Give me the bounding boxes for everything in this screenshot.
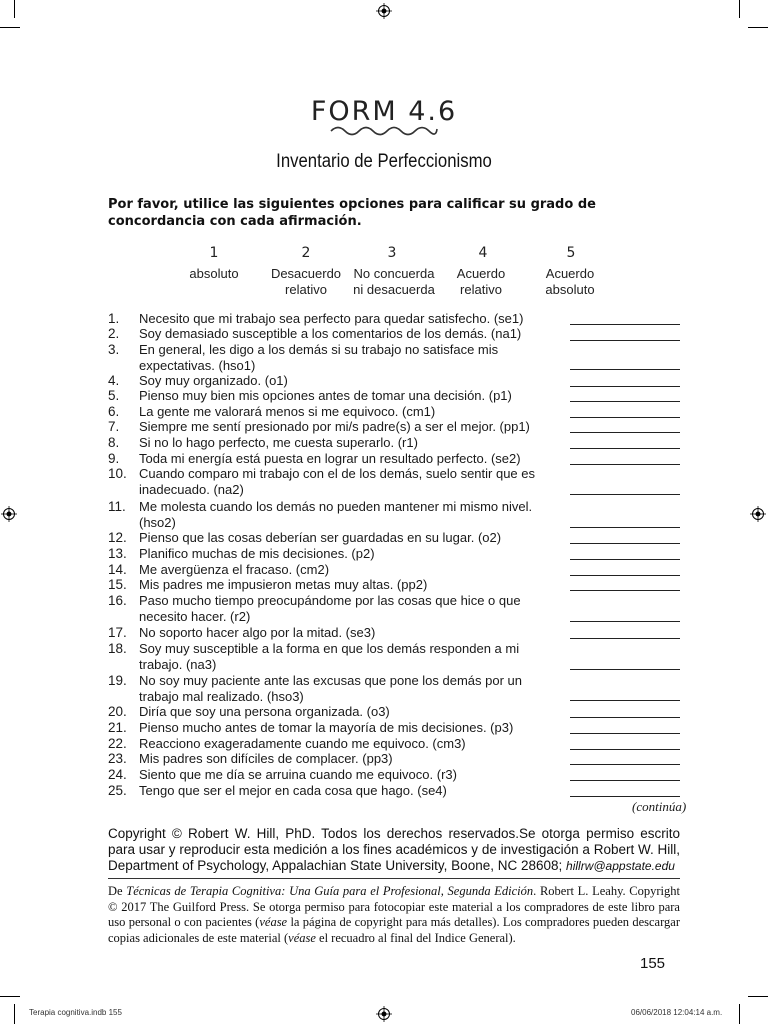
item-number: 14. [108, 562, 127, 577]
item-text: Siempre me sentí presionado por mi/s padre(s) a ser el mejor. (pp1) [139, 419, 530, 434]
item-text: Planifico muchas de mis decisiones. (p2) [139, 546, 375, 561]
item-text: Reacciono exageradamente cuando me equivoco. (cm3) [139, 736, 466, 751]
crop-mark [739, 0, 740, 18]
crop-mark [748, 996, 768, 997]
crop-mark [739, 1004, 740, 1024]
item-number: 13. [108, 546, 127, 561]
item-number: 3. [108, 342, 120, 357]
scale-number: 5 [566, 245, 576, 261]
item-text: Pienso mucho antes de tomar la mayoría de mis decisiones. (p3) [139, 720, 514, 735]
item-number: 15. [108, 577, 127, 592]
slug-file: Terapia cognitiva.indb 155 [29, 1008, 122, 1017]
item-number: 19. [108, 673, 127, 688]
item-text: En general, les digo a los demás si su trabajo no satisface mis expectativas. (hso1) [139, 342, 499, 373]
answer-line[interactable] [570, 369, 680, 370]
item-number: 25. [108, 783, 127, 798]
item-number: 23. [108, 751, 127, 766]
item-number: 10. [108, 466, 127, 481]
scale-label-line: Desacuerdo [270, 266, 342, 281]
source-prefix: De [108, 884, 127, 898]
item-text: No soporto hacer algo por la mitad. (se3) [139, 625, 376, 640]
item-number: 9. [108, 451, 120, 466]
copyright-notice [108, 826, 680, 874]
item-number: 6. [108, 404, 120, 419]
wave-divider-icon [329, 124, 439, 138]
answer-line[interactable] [570, 417, 680, 418]
answer-line[interactable] [570, 464, 680, 465]
item-text: Necesito que mi trabajo sea perfecto para quedar satisfecho. (se1) [139, 311, 524, 326]
item-text: Mis padres me impusieron metas muy altas. (pp2) [139, 577, 428, 592]
item-text: Soy muy susceptible a la forma en que los demás responden a mi trabajo. (na3) [139, 641, 520, 672]
item-text: Tengo que ser el mejor en cada cosa que hago. (se4) [139, 783, 447, 798]
item-number: 17. [108, 625, 127, 640]
item-number: 4. [108, 373, 120, 388]
item-number: 18. [108, 641, 127, 656]
scale-number: 2 [301, 245, 311, 261]
answer-line[interactable] [570, 543, 680, 544]
answer-line[interactable] [570, 324, 680, 325]
scale-label [347, 266, 441, 298]
item-number: 22. [108, 736, 127, 751]
answer-line[interactable] [570, 448, 680, 449]
item-number: 2. [108, 326, 120, 341]
item-text: Cuando comparo mi trabajo con el de los demás, suelo sentir que es inadecuado. (na2) [139, 466, 535, 497]
scale-number: 4 [478, 245, 488, 261]
registration-mark-icon [376, 3, 392, 19]
slug-date: 06/06/2018 12:04:14 a.m. [631, 1008, 723, 1017]
item-text: La gente me valorará menos si me equivoco. (cm1) [139, 404, 436, 419]
crop-mark [0, 27, 20, 28]
scale-label [266, 266, 346, 298]
source-see: véase [288, 930, 316, 945]
item-number: 1. [108, 311, 120, 326]
registration-mark-icon [376, 1006, 392, 1022]
instructions: Por favor, utilice las siguientes opciones para calificar su grado de concordancia con cada afirmación. [108, 197, 596, 229]
registration-mark-icon [750, 506, 766, 522]
item-number: 12. [108, 530, 127, 545]
answer-line[interactable] [570, 386, 680, 387]
page-number: 155 [640, 955, 666, 972]
item-text: Paso mucho tiempo preocupándome por las cosas que hice o que necesito hacer. (r2) [139, 593, 521, 624]
answer-line[interactable] [570, 717, 680, 718]
item-number: 20. [108, 704, 127, 719]
scale-label-line: relativo [285, 282, 327, 297]
answer-line[interactable] [570, 638, 680, 639]
answer-line[interactable] [570, 669, 680, 670]
item-text: Siento que me día se arruina cuando me equivoco. (r3) [139, 767, 457, 782]
answer-line[interactable] [570, 749, 680, 750]
answer-line[interactable] [570, 340, 680, 341]
scale-number: 1 [209, 245, 219, 261]
source-citation [108, 884, 680, 946]
item-number: 16. [108, 593, 127, 608]
scale-label-line: absoluto [545, 282, 595, 297]
scale-label [530, 266, 610, 298]
divider [108, 878, 680, 879]
contact-email[interactable]: hillrw@appstate.edu [566, 859, 675, 873]
answer-line[interactable] [570, 590, 680, 591]
answer-line[interactable] [570, 780, 680, 781]
continued-note: (continúa) [632, 799, 687, 814]
source-text: . Robert L. Leahy. Copyright © 2017 The Guilford Press. Se otorga permiso para fotocopiar este material a los compradores de este libro para uso personal o con pacientes ( [108, 884, 680, 929]
item-number: 5. [108, 388, 120, 403]
item-number: 7. [108, 419, 120, 434]
answer-line[interactable] [570, 700, 680, 701]
scale-label-line: Acuerdo [545, 266, 595, 281]
scale-label [441, 266, 521, 298]
item-text: Soy muy organizado. (o1) [139, 373, 288, 388]
form-label: FORM 4.6 [310, 96, 458, 127]
scale-label-line: relativo [460, 282, 502, 297]
item-text: Pienso que las cosas deberían ser guardadas en su lugar. (o2) [139, 530, 502, 545]
item-text: Me molesta cuando los demás no pueden mantener mi mismo nivel. (hso2) [139, 499, 533, 530]
source-text: la página de copyright para más detalles). Los compradores pueden descargar copias adicionales de este material ( [108, 915, 680, 945]
answer-line[interactable] [570, 733, 680, 734]
item-text: Me avergüenza el fracaso. (cm2) [139, 562, 330, 577]
answer-line[interactable] [570, 527, 680, 528]
answer-line[interactable] [570, 621, 680, 622]
copyright-text: Copyright © Robert W. Hill, PhD. Todos los derechos reservados.Se otorga permiso escrito para usar y reproducir esta medición a los fines académicos y de investigación a Robert W. Hill, Department of Psychology, Appalachian State University, Boone, NC 28608; [108, 826, 680, 873]
item-number: 11. [108, 499, 126, 514]
source-see: véase [259, 915, 288, 929]
answer-line[interactable] [570, 764, 680, 765]
book-title: Técnicas de Terapia Cognitiva: Una Guía para el Profesional, Segunda Edición [126, 884, 534, 898]
answer-line[interactable] [570, 559, 680, 560]
item-number: 24. [108, 767, 127, 782]
item-text: Mis padres son difíciles de complacer. (pp3) [139, 751, 393, 766]
answer-line[interactable] [570, 401, 680, 402]
item-number: 8. [108, 435, 120, 450]
scale-label-line: absoluto [189, 266, 239, 281]
crop-mark [14, 0, 15, 18]
registration-mark-icon [1, 506, 17, 522]
scale-label-line: No concuerda [353, 266, 435, 281]
crop-mark [748, 27, 768, 28]
scale-label-line: Acuerdo [456, 266, 506, 281]
source-text: el recuadro al final del Indice General). [315, 930, 516, 945]
item-number: 21. [108, 720, 127, 735]
answer-line[interactable] [570, 432, 680, 433]
answer-line[interactable] [570, 575, 680, 576]
scale-label [174, 266, 254, 282]
scale-label-line: ni desacuerda [353, 282, 435, 297]
answer-line[interactable] [570, 796, 680, 797]
page-title: Inventario de Perfeccionismo [276, 151, 492, 172]
item-text: Toda mi energía está puesta en lograr un resultado perfecto. (se2) [139, 451, 521, 466]
item-text: Si no lo hago perfecto, me cuesta superarlo. (r1) [139, 435, 418, 450]
item-text: No soy muy paciente ante las excusas que pone los demás por un trabajo mal realizado. (hso3) [139, 673, 523, 704]
answer-line[interactable] [570, 494, 680, 495]
item-text: Diría que soy una persona organizada. (o3) [139, 704, 390, 719]
scale-number: 3 [387, 245, 397, 261]
item-text: Pienso muy bien mis opciones antes de tomar una decisión. (p1) [139, 388, 512, 403]
item-text: Soy demasiado susceptible a los comentarios de los demás. (na1) [139, 326, 522, 341]
crop-mark [14, 1004, 15, 1024]
crop-mark [0, 996, 20, 997]
